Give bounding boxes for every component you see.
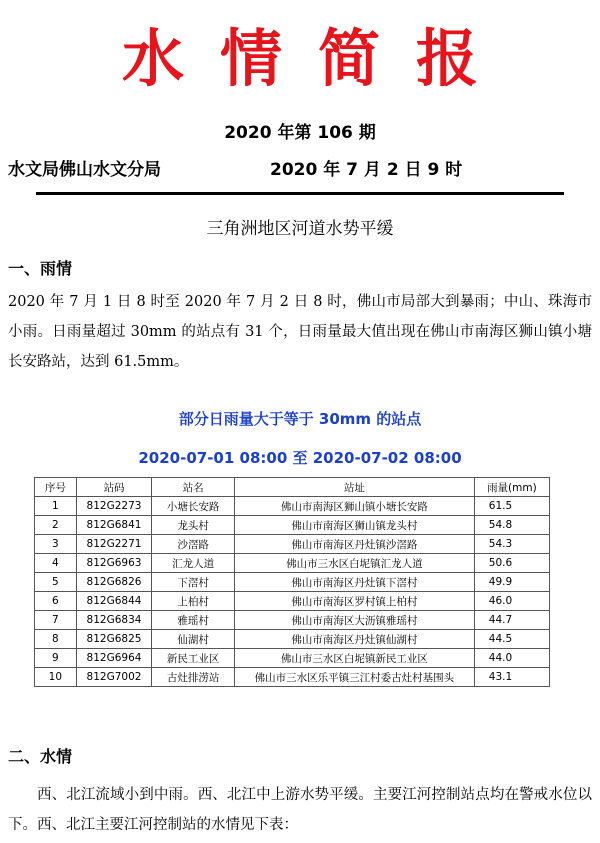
cell-rainfall: 44.0	[474, 649, 549, 668]
cell-code: 812G2273	[76, 497, 152, 516]
column-header: 站址	[235, 478, 475, 497]
cell-index: 5	[35, 573, 77, 592]
cell-rainfall: 61.5	[474, 497, 549, 516]
issue-number: 2020 年第 106 期	[224, 123, 376, 143]
table-header-row	[35, 478, 550, 497]
bulletin-title: 水情简报	[121, 22, 514, 95]
column-header: 站码	[76, 478, 152, 497]
table-row	[35, 516, 550, 535]
cell-code: 812G6834	[76, 611, 152, 630]
section-heading-water: 二、水情	[8, 747, 73, 766]
cell-rainfall: 50.6	[474, 554, 549, 573]
issuing-office: 水文局佛山水文分局	[8, 160, 161, 180]
cell-address: 佛山市南海区罗村镇上柏村	[235, 592, 475, 611]
table-row	[35, 554, 550, 573]
cell-address: 佛山市三水区白坭镇汇龙人道	[235, 554, 475, 573]
cell-address: 佛山市南海区丹灶镇仙湖村	[235, 630, 475, 649]
table-row	[35, 573, 550, 592]
cell-rainfall: 44.5	[474, 630, 549, 649]
cell-rainfall: 43.1	[474, 668, 549, 687]
cell-address: 佛山市南海区大沥镇雅瑶村	[235, 611, 475, 630]
rain-table-title: 部分日雨量大于等于 30mm 的站点	[178, 410, 422, 428]
cell-index: 2	[35, 516, 77, 535]
rain-summary-paragraph: 2020 年 7 月 1 日 8 时至 2020 年 7 月 2 日 8 时，佛山市局部大到暴雨；中山、珠海市小雨。日雨量超过 30mm 的站点有 31 个，日雨量最大值出现在佛山市南海区狮山镇小塘长安路站，达到 61.5mm。	[8, 294, 592, 370]
cell-index: 3	[35, 535, 77, 554]
cell-index: 4	[35, 554, 77, 573]
cell-rainfall: 46.0	[474, 592, 549, 611]
cell-station: 仙湖村	[152, 630, 235, 649]
cell-station: 沙滘路	[152, 535, 235, 554]
cell-station: 小塘长安路	[152, 497, 235, 516]
cell-index: 10	[35, 668, 77, 687]
cell-code: 812G6826	[76, 573, 152, 592]
issue-date: 2020 年 7 月 2 日 9 时	[270, 160, 463, 180]
cell-address: 佛山市南海区狮山镇小塘长安路	[235, 497, 475, 516]
header-divider	[36, 192, 564, 195]
cell-station: 龙头村	[152, 516, 235, 535]
table-row	[35, 535, 550, 554]
cell-index: 1	[35, 497, 77, 516]
cell-code: 812G6825	[76, 630, 152, 649]
cell-address: 佛山市三水区白坭镇新民工业区	[235, 649, 475, 668]
column-header: 序号	[35, 478, 77, 497]
water-summary-paragraph: 西、北江流域小到中雨。西、北江中上游水势平缓。主要江河控制站点均在警戒水位以下。西、北江主要江河控制站的水情见下表：	[8, 787, 592, 833]
rain-table-period: 2020-07-01 08:00 至 2020-07-02 08:00	[138, 449, 462, 467]
cell-index: 8	[35, 630, 77, 649]
cell-code: 812G2271	[76, 535, 152, 554]
cell-station: 汇龙人道	[152, 554, 235, 573]
cell-code: 812G6964	[76, 649, 152, 668]
cell-index: 6	[35, 592, 77, 611]
column-header: 站名	[152, 478, 235, 497]
cell-station: 下滘村	[152, 573, 235, 592]
table-row	[35, 592, 550, 611]
cell-rainfall: 44.7	[474, 611, 549, 630]
cell-station: 古灶排涝站	[152, 668, 235, 687]
cell-code: 812G6841	[76, 516, 152, 535]
cell-station: 雅瑶村	[152, 611, 235, 630]
cell-index: 7	[35, 611, 77, 630]
cell-rainfall: 49.9	[474, 573, 549, 592]
cell-address: 佛山市南海区狮山镇龙头村	[235, 516, 475, 535]
table-row	[35, 649, 550, 668]
column-header: 雨量(mm)	[474, 478, 549, 497]
cell-rainfall: 54.8	[474, 516, 549, 535]
cell-index: 9	[35, 649, 77, 668]
cell-code: 812G7002	[76, 668, 152, 687]
cell-address: 佛山市南海区丹灶镇下滘村	[235, 573, 475, 592]
cell-code: 812G6844	[76, 592, 152, 611]
table-row	[35, 668, 550, 687]
table-row	[35, 497, 550, 516]
cell-station: 新民工业区	[152, 649, 235, 668]
cell-code: 812G6963	[76, 554, 152, 573]
cell-address: 佛山市南海区丹灶镇沙滘路	[235, 535, 475, 554]
section-heading-rain: 一、雨情	[8, 259, 73, 278]
cell-station: 上柏村	[152, 592, 235, 611]
table-row	[35, 630, 550, 649]
headline: 三角洲地区河道水势平缓	[206, 219, 394, 239]
cell-address: 佛山市三水区乐平镇三江村委古灶村基围头	[235, 668, 475, 687]
table-row	[35, 611, 550, 630]
cell-rainfall: 54.3	[474, 535, 549, 554]
rain-table	[34, 477, 550, 687]
